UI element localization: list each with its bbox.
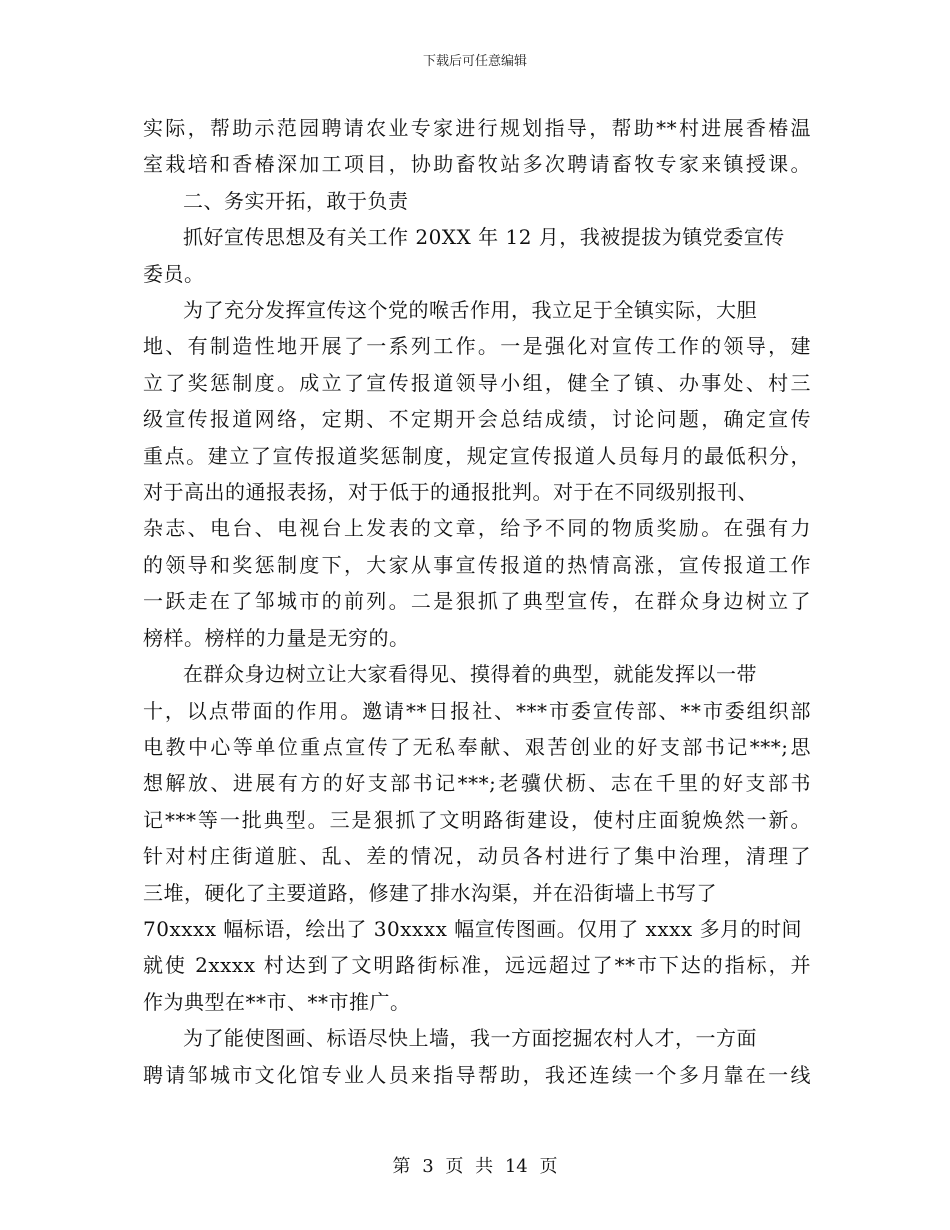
text-line: 为了能使图画、标语尽快上墙，我一方面挖掘农村人才，一方面 (183, 1026, 757, 1051)
text-line: 想解放、进展有方的好支部书记***;老骥伏枥、志在千里的好支部书 (143, 771, 811, 796)
text-line: 一跃走在了邹城市的前列。二是狠抓了典型宣传，在群众身边树立了 (143, 589, 811, 614)
text-line: 杂志、电台、电视台上发表的文章，给予不同的物质奖励。在强有力 (143, 516, 811, 541)
page-header: 下载后可任意编辑 (422, 54, 527, 69)
text-line: 对于高出的通报表扬，对于低于的通报批判。对于在不同级别报刊、 (143, 480, 758, 505)
text-line: 实际，帮助示范园聘请农业专家进行规划指导，帮助**村进展香椿温 (143, 116, 811, 140)
text-line: 委员。 (143, 261, 205, 286)
text-line: 榜样。榜样的力量是无穷的。 (143, 625, 410, 650)
text-line: 十，以点带面的作用。邀请**日报社、***市委宣传部、**市委组织部 (143, 698, 811, 723)
text-line: 抓好宣传思想及有关工作 20XX 年 12 月，我被提拔为镇党委宣传 (183, 225, 785, 250)
text-line: 重点。建立了宣传报道奖惩制度，规定宣传报道人员每月的最低积分， (143, 443, 811, 468)
text-line: 聘请邹城市文化馆专业人员来指导帮助，我还连续一个多月靠在一线 (143, 1062, 811, 1087)
text-line: 记***等一批典型。三是狠抓了文明路街建设，使村庄面貌焕然一新。 (143, 807, 811, 832)
text-line: 作为典型在**市、**市推广。 (143, 989, 411, 1014)
section-heading: 二、务实开拓，敢于负责 (183, 188, 409, 213)
text-line: 在群众身边树立让大家看得见、摸得着的典型，就能发挥以一带 (183, 662, 757, 687)
text-line: 针对村庄街道脏、乱、差的情况，动员各村进行了集中治理，清理了 (143, 844, 811, 869)
text-line: 70xxxx 幅标语，绘出了 30xxxx 幅宣传图画。仅用了 xxxx 多月的时间 (143, 916, 803, 941)
page-footer: 第 3 页 共 14 页 (392, 1156, 558, 1177)
text-line: 地、有制造性地开展了一系列工作。一是强化对宣传工作的领导，建 (143, 334, 811, 359)
document-body (143, 110, 811, 1093)
text-line: 的领导和奖惩制度下，大家从事宣传报道的热情高涨，宣传报道工作 (143, 552, 811, 577)
text-line: 级宣传报道网络，定期、不定期开会总结成绩，讨论问题，确定宣传 (143, 407, 811, 432)
text-line: 为了充分发挥宣传这个党的喉舌作用，我立足于全镇实际，大胆 (183, 298, 757, 323)
text-line: 立了奖惩制度。成立了宣传报道领导小组，健全了镇、办事处、村三 (143, 370, 811, 395)
text-line: 就使 2xxxx 村达到了文明路街标准，远远超过了**市下达的指标，并 (143, 953, 811, 978)
text-line: 电教中心等单位重点宣传了无私奉献、艰苦创业的好支部书记***;思 (143, 734, 811, 759)
text-line: 室栽培和香椿深加工项目，协助畜牧站多次聘请畜牧专家来镇授课。 (143, 152, 811, 177)
text-line: 三堆，硬化了主要道路，修建了排水沟渠，并在沿街墙上书写了 (143, 880, 717, 905)
